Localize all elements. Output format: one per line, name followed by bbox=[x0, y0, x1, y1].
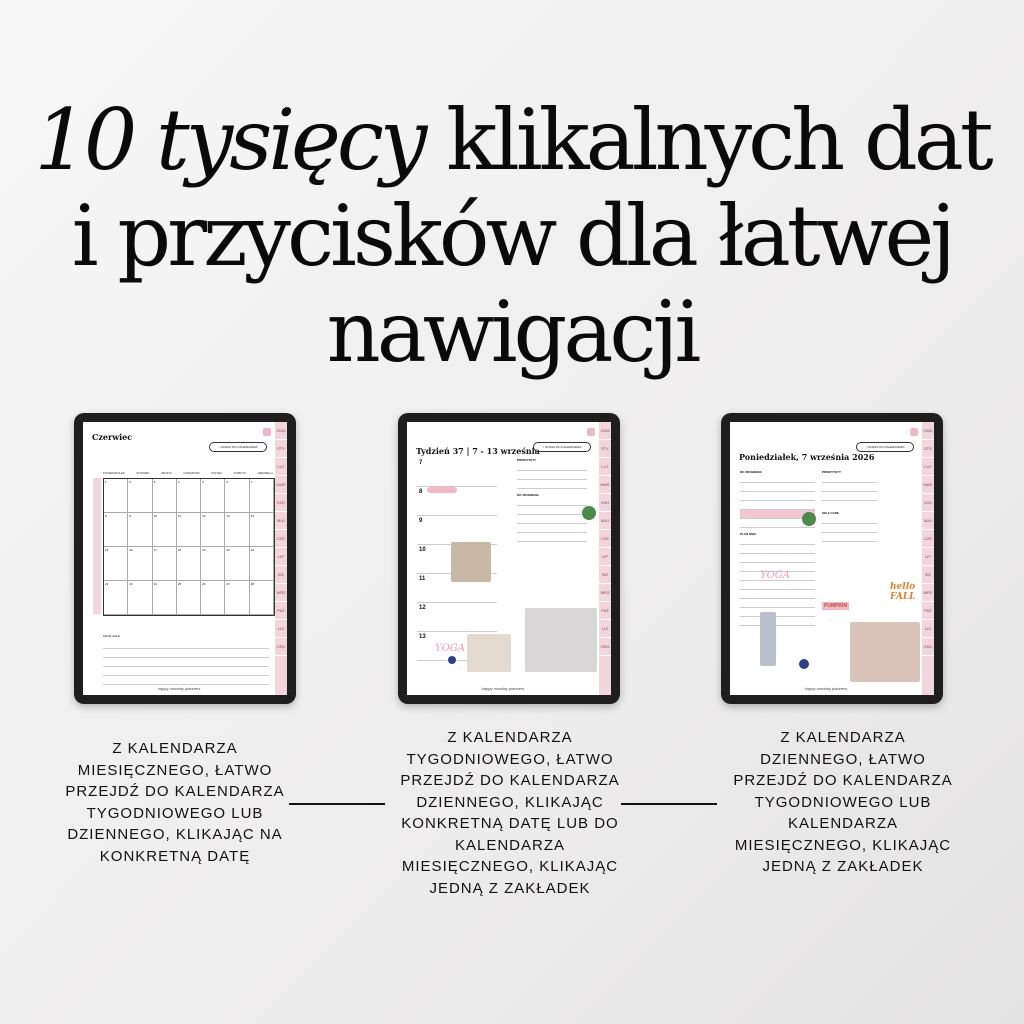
plan-label: PLAN DNIA bbox=[740, 532, 757, 536]
note-line[interactable] bbox=[103, 640, 269, 649]
month-tab[interactable]: STY bbox=[275, 440, 287, 458]
selfcare-line[interactable] bbox=[822, 515, 877, 524]
selfcare-line[interactable] bbox=[822, 533, 877, 542]
date-cell[interactable]: 21 bbox=[250, 547, 274, 581]
date-cell[interactable]: 2 bbox=[128, 479, 152, 513]
date-cell[interactable]: 15 bbox=[104, 547, 128, 581]
tablet-screen bbox=[407, 422, 611, 695]
date-cell[interactable]: 22 bbox=[104, 581, 128, 615]
plant-sticker bbox=[802, 512, 816, 526]
week-day-row[interactable] bbox=[417, 516, 497, 545]
shop-sticker bbox=[427, 487, 457, 493]
month-tab[interactable]: PAŹ bbox=[275, 602, 287, 620]
date-cell[interactable]: 5 bbox=[201, 479, 225, 513]
month-tab[interactable]: CZE bbox=[922, 530, 934, 548]
week-day-row[interactable] bbox=[417, 458, 497, 487]
month-tab[interactable]: STY bbox=[599, 440, 611, 458]
day-number[interactable]: 8 bbox=[419, 489, 423, 495]
date-cell[interactable]: 7 bbox=[250, 479, 274, 513]
month-tabs bbox=[275, 422, 287, 695]
tablet-screen bbox=[730, 422, 934, 695]
plan-line[interactable] bbox=[740, 536, 815, 545]
month-tab[interactable]: MAR bbox=[275, 476, 287, 494]
month-tab[interactable]: PAŹ bbox=[922, 602, 934, 620]
caption-monthly: Z KALENDARZA MIESIĘCZNEGO, ŁATWO PRZEJDŹ DO KALENDARZA TYGODNIOWEGO LUB DZIENNEGO, KLIKAJĄC NA KONKRETNĄ DATĘ bbox=[65, 740, 285, 865]
home-icon[interactable] bbox=[587, 428, 595, 436]
headline-line-3: nawigacji bbox=[326, 283, 698, 381]
month-tab[interactable]: WRZ bbox=[599, 584, 611, 602]
todo-line[interactable] bbox=[517, 497, 587, 506]
month-tab[interactable]: MAJ bbox=[275, 512, 287, 530]
yoga-sticker: YOGA bbox=[760, 570, 791, 581]
plan-line[interactable] bbox=[740, 554, 815, 563]
evil-eye-icon bbox=[447, 655, 457, 665]
yoga-sticker: YOGA bbox=[435, 643, 466, 654]
month-grid bbox=[103, 478, 275, 616]
month-tab[interactable]: MAR bbox=[599, 476, 611, 494]
week-side-tabs[interactable] bbox=[93, 478, 101, 614]
footer-logo: happy monday planners bbox=[804, 686, 848, 691]
priority-line[interactable] bbox=[822, 492, 877, 501]
woman-laptop-photo bbox=[525, 608, 597, 672]
day-header: WTOREK bbox=[136, 471, 150, 475]
tablet-daily bbox=[721, 413, 943, 704]
month-tab[interactable]: LIP bbox=[599, 548, 611, 566]
day-number[interactable]: 12 bbox=[419, 605, 426, 611]
plan-line[interactable] bbox=[740, 545, 815, 554]
priority-line[interactable] bbox=[517, 471, 587, 480]
headline-italic: 10 tysięcy bbox=[34, 91, 424, 189]
coffee-photo bbox=[451, 542, 491, 582]
todo-line[interactable] bbox=[740, 474, 815, 483]
plan-line[interactable] bbox=[740, 617, 815, 626]
priorities-list bbox=[517, 458, 587, 542]
home-icon[interactable] bbox=[263, 428, 271, 436]
date-cell[interactable]: 26 bbox=[201, 581, 225, 615]
pumpkin-sticker: PUMPKIN bbox=[824, 603, 848, 609]
month-tab[interactable]: SIE bbox=[275, 566, 287, 584]
date-cell[interactable]: 9 bbox=[128, 513, 152, 547]
footer-logo: happy monday planners bbox=[481, 686, 525, 691]
date-cell[interactable]: 16 bbox=[128, 547, 152, 581]
priority-line[interactable] bbox=[822, 474, 877, 483]
date-cell[interactable]: 17 bbox=[153, 547, 177, 581]
page-title: Poniedziałek, 7 września 2026 bbox=[739, 452, 875, 462]
tablet-weekly bbox=[398, 413, 620, 704]
note-line[interactable] bbox=[103, 676, 269, 685]
month-tab[interactable]: KWI bbox=[275, 494, 287, 512]
month-tab[interactable]: MAJ bbox=[922, 512, 934, 530]
day-number[interactable]: 9 bbox=[419, 518, 423, 524]
todo-line[interactable] bbox=[517, 524, 587, 533]
month-tab[interactable]: LIS bbox=[599, 620, 611, 638]
home-icon[interactable] bbox=[910, 428, 918, 436]
date-cell[interactable]: 18 bbox=[177, 547, 201, 581]
date-cell[interactable]: 10 bbox=[153, 513, 177, 547]
day-number[interactable]: 11 bbox=[419, 576, 426, 582]
date-cell[interactable]: 12 bbox=[201, 513, 225, 547]
date-cell[interactable]: 6 bbox=[225, 479, 249, 513]
month-tabs bbox=[922, 422, 934, 695]
month-tab[interactable]: SIE bbox=[599, 566, 611, 584]
headline bbox=[0, 92, 1024, 380]
day-number[interactable]: 13 bbox=[419, 634, 426, 640]
notes-label: MOJE CELE bbox=[103, 634, 121, 638]
back-to-calendar-button[interactable]: < DODAJ DO KALENDARZA bbox=[533, 442, 591, 452]
todo-line[interactable] bbox=[740, 501, 815, 510]
date-cell[interactable]: 24 bbox=[153, 581, 177, 615]
page-title: Czerwiec bbox=[92, 432, 133, 442]
priorities-label: PRIORYTETY bbox=[822, 470, 842, 474]
plan-line[interactable] bbox=[740, 581, 815, 590]
headline-line-2: i przycisków dla łatwej bbox=[71, 187, 953, 285]
plan-line[interactable] bbox=[740, 590, 815, 599]
plan-line[interactable] bbox=[740, 608, 815, 617]
month-tab[interactable]: LIP bbox=[922, 548, 934, 566]
todo-line[interactable] bbox=[517, 506, 587, 515]
date-cell[interactable]: 28 bbox=[250, 581, 274, 615]
selfcare-line[interactable] bbox=[822, 524, 877, 533]
month-tab[interactable]: PAŹ bbox=[599, 602, 611, 620]
day-header: ŚRODA bbox=[161, 471, 172, 475]
day-number[interactable]: 10 bbox=[419, 547, 426, 553]
day-header: PONIEDZIAŁEK bbox=[103, 471, 125, 475]
caption-weekly: Z KALENDARZA TYGODNIOWEGO, ŁATWO PRZEJDŹ DO KALENDARZA DZIENNEGO, KLIKAJĄC KONKRETNĄ DATĘ LUB DO KALENDARZA MIESIĘCZNEGO, KLIKAJĄC JEDNĄ Z ZAKŁADEK bbox=[400, 729, 620, 897]
month-tab[interactable]: KWI bbox=[922, 494, 934, 512]
cozy-photo bbox=[850, 622, 920, 682]
evil-eye-icon bbox=[798, 658, 810, 670]
month-tab[interactable]: 2026 bbox=[275, 422, 287, 440]
headline-line-1 bbox=[0, 92, 1024, 188]
tablet-monthly bbox=[74, 413, 296, 704]
month-tab[interactable]: KWI bbox=[599, 494, 611, 512]
month-tab[interactable]: GRU bbox=[599, 638, 611, 656]
selfcare-label: SELF CARE bbox=[822, 511, 840, 515]
day-headers bbox=[103, 471, 273, 475]
day-header: CZWARTEK bbox=[183, 471, 200, 475]
day-header: SOBOTA bbox=[233, 471, 246, 475]
month-tab[interactable]: WRZ bbox=[922, 584, 934, 602]
date-cell[interactable]: 8 bbox=[104, 513, 128, 547]
todo-line[interactable] bbox=[517, 515, 587, 524]
date-cell[interactable]: 13 bbox=[225, 513, 249, 547]
todo-label: DO ZROBIENIA bbox=[740, 470, 762, 474]
plant-sticker bbox=[582, 506, 596, 520]
priorities-list bbox=[822, 470, 877, 542]
note-line[interactable] bbox=[103, 649, 269, 658]
week-day-row[interactable] bbox=[417, 603, 497, 632]
month-tab[interactable]: LUT bbox=[275, 458, 287, 476]
date-cell[interactable]: 3 bbox=[153, 479, 177, 513]
tablet-screen bbox=[83, 422, 287, 695]
month-tab[interactable]: MAR bbox=[922, 476, 934, 494]
note-line[interactable] bbox=[103, 667, 269, 676]
notes-section bbox=[103, 634, 269, 685]
date-cell[interactable]: 14 bbox=[250, 513, 274, 547]
page-title: Tydzień 37 | 7 - 13 września bbox=[416, 446, 540, 456]
back-to-calendar-button[interactable]: < DODAJ DO KALENDARZA bbox=[209, 442, 267, 452]
day-header: PIĄTEK bbox=[211, 471, 223, 475]
plan-line[interactable] bbox=[740, 599, 815, 608]
month-tab[interactable]: LIP bbox=[275, 548, 287, 566]
day-header: NIEDZIELA bbox=[257, 471, 273, 475]
woman-sticker bbox=[760, 612, 776, 666]
note-line[interactable] bbox=[103, 658, 269, 667]
day-number[interactable]: 7 bbox=[419, 460, 423, 466]
month-tab[interactable]: STY bbox=[922, 440, 934, 458]
hello-fall-sticker: hello FALL bbox=[890, 582, 916, 602]
month-tab[interactable]: CZE bbox=[599, 530, 611, 548]
caption-daily: Z KALENDARZA DZIENNEGO, ŁATWO PRZEJDŹ DO KALENDARZA TYGODNIOWEGO LUB KALENDARZA MIESIĘCZNEGO, KLIKAJĄC JEDNĄ Z ZAKŁADEK bbox=[733, 729, 953, 875]
month-tabs bbox=[599, 422, 611, 695]
month-tab[interactable]: 2026 bbox=[599, 422, 611, 440]
footer-logo: happy monday planners bbox=[157, 686, 201, 691]
laptop-photo bbox=[467, 634, 511, 672]
date-cell[interactable]: 1 bbox=[104, 479, 128, 513]
month-tab[interactable]: LIS bbox=[275, 620, 287, 638]
connector-line-1 bbox=[289, 803, 385, 805]
priorities-label: PRIORYTETY bbox=[517, 458, 537, 462]
month-tab[interactable]: WRZ bbox=[275, 584, 287, 602]
month-tab[interactable]: SIE bbox=[922, 566, 934, 584]
month-tab[interactable]: LUT bbox=[922, 458, 934, 476]
todo-list bbox=[740, 470, 815, 626]
priority-line[interactable] bbox=[517, 480, 587, 489]
priority-line[interactable] bbox=[822, 483, 877, 492]
todo-label: DO ZROBIENIA bbox=[517, 493, 539, 497]
date-cell[interactable]: 4 bbox=[177, 479, 201, 513]
connector-line-2 bbox=[621, 803, 717, 805]
back-to-calendar-button[interactable]: < DODAJ DO KALENDARZA bbox=[856, 442, 914, 452]
date-cell[interactable]: 19 bbox=[201, 547, 225, 581]
priority-line[interactable] bbox=[517, 462, 587, 471]
month-tab[interactable]: LIS bbox=[922, 620, 934, 638]
month-tab[interactable]: LUT bbox=[599, 458, 611, 476]
month-tab[interactable]: GRU bbox=[275, 638, 287, 656]
headline-line-1-rest: klikalnych dat bbox=[446, 91, 990, 189]
month-tab[interactable]: GRU bbox=[922, 638, 934, 656]
date-cell[interactable]: 23 bbox=[128, 581, 152, 615]
todo-line[interactable] bbox=[517, 533, 587, 542]
todo-line[interactable] bbox=[740, 483, 815, 492]
date-cell[interactable]: 11 bbox=[177, 513, 201, 547]
month-tab[interactable]: 2026 bbox=[922, 422, 934, 440]
month-tab[interactable]: CZE bbox=[275, 530, 287, 548]
todo-line[interactable] bbox=[740, 492, 815, 501]
date-cell[interactable]: 27 bbox=[225, 581, 249, 615]
date-cell[interactable]: 25 bbox=[177, 581, 201, 615]
month-tab[interactable]: MAJ bbox=[599, 512, 611, 530]
date-cell[interactable]: 20 bbox=[225, 547, 249, 581]
